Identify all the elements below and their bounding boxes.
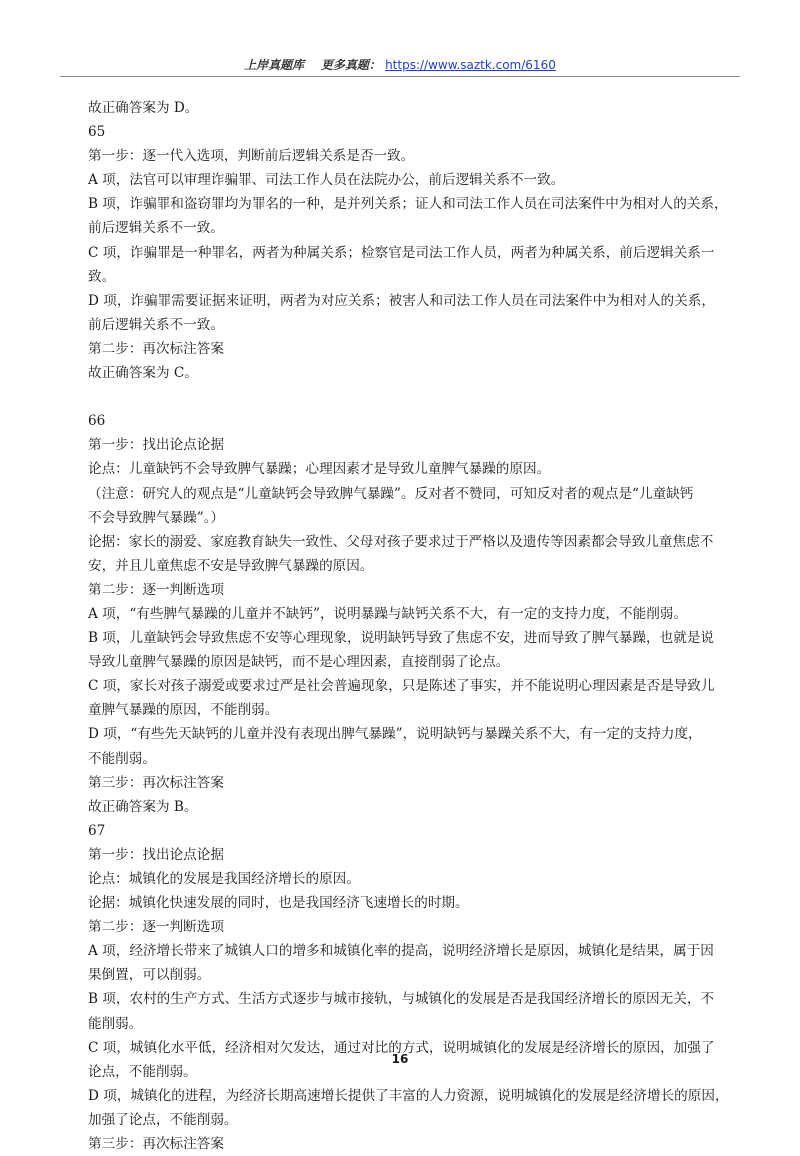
text-line: 第三步：再次标注答案 (88, 774, 224, 791)
text-line: （注意：研究人的观点是“儿童缺钙会导致脾气暴躁”。反对者不赞同，可知反对者的观点是“儿童缺钙 (88, 485, 694, 502)
text-line: 故正确答案为 D。 (88, 100, 199, 116)
text-line: 第二步：再次标注答案 (88, 340, 224, 357)
text-line: 不能削弱。 (88, 750, 156, 767)
text-line: 第一步：逐一代入选项，判断前后逻辑关系是否一致。 (88, 148, 415, 165)
header-brand: 上岸真题库 (244, 58, 305, 72)
page-header (60, 56, 740, 78)
text-line: C 项，诈骗罪是一种罪名，两者为种属关系；检察官是司法工作人员，两者为种属关系，前后逻辑关系一 (88, 244, 715, 261)
text-line: 论据：家长的溺爱、家庭教育缺失一致性、父母对孩子要求过于严格以及遗传等因素都会导致儿童焦虑不 (88, 533, 714, 550)
document-body (88, 96, 742, 1156)
text-line: A 项，“有些脾气暴躁的儿童并不缺钙”，说明暴躁与缺钙关系不大，有一定的支持力度，不能削弱。 (88, 605, 687, 622)
text-line: 前后逻辑关系不一致。 (88, 220, 224, 237)
text-line: 童脾气暴躁的原因，不能削弱。 (88, 702, 279, 719)
text-line: 故正确答案为 C。 (88, 365, 198, 382)
text-line: D 项，诈骗罪需要证据来证明，两者为对应关系；被害人和司法工作人员在司法案件中为相对人的关系， (88, 292, 715, 309)
text-line: 第三步：再次标注答案 (88, 1136, 224, 1153)
text-line: 论据：城镇化快速发展的同时，也是我国经济飞速增长的时期。 (88, 895, 469, 912)
text-line: A 项，法官可以审理诈骗罪、司法工作人员在法院办公，前后逻辑关系不一致。 (88, 172, 565, 189)
text-line: 第二步：逐一判断选项 (88, 581, 224, 598)
text-line: 安，并且儿童焦虑不安是导致脾气暴躁的原因。 (88, 557, 374, 574)
text-line: D 项，“有些先天缺钙的儿童并没有表现出脾气暴躁”，说明缺钙与暴躁关系不大，有一定的支持力度， (88, 726, 702, 743)
text-line: 果倒置，可以削弱。 (88, 967, 211, 984)
text-line: 论点：城镇化的发展是我国经济增长的原因。 (88, 871, 360, 887)
text-line: B 项，儿童缺钙会导致焦虑不安等心理现象，说明缺钙导致了焦虑不安，进而导致了脾气暴躁，也就是说 (88, 630, 715, 647)
text-line: 能削弱。 (88, 1015, 143, 1032)
header-link[interactable]: https://www.saztk.com/6160 (385, 58, 556, 72)
text-line: C 项，家长对孩子溺爱或要求过严是社会普遍现象，只是陈述了事实，并不能说明心理因素是否是导致儿 (88, 678, 715, 695)
text-line: 故正确答案为 B。 (88, 798, 198, 815)
text-line: 66 (88, 413, 106, 430)
text-line: 论点：儿童缺钙不会导致脾气暴躁；心理因素才是导致儿童脾气暴躁的原因。 (88, 461, 551, 478)
page-number: 16 (391, 1052, 409, 1066)
text-line: C 项，城镇化水平低，经济相对欠发达，通过对比的方式，说明城镇化的发展是经济增长的原因，加强了 (88, 1039, 715, 1056)
header-divider (60, 76, 740, 77)
text-line: 论点，不能削弱。 (88, 1063, 197, 1080)
text-line: 65 (88, 124, 106, 141)
header-label: 更多真题： (320, 58, 381, 72)
text-line: A 项，经济增长带来了城镇人口的增多和城镇化率的提高，说明经济增长是原因，城镇化是结果，属于因 (88, 943, 714, 960)
text-line: 第一步：找出论点论据 (88, 437, 224, 454)
text-line: D 项，城镇化的进程，为经济长期高速增长提供了丰富的人力资源，说明城镇化的发展是经济增长的原因， (88, 1087, 729, 1104)
text-line: 第二步：逐一判断选项 (88, 919, 224, 936)
text-line: 导致儿童脾气暴躁的原因是缺钙，而不是心理因素，直接削弱了论点。 (88, 654, 510, 671)
text-line: 致。 (88, 268, 116, 285)
text-line: 前后逻辑关系不一致。 (88, 316, 224, 333)
text-line: B 项，农村的生产方式、生活方式逐步与城市接轨，与城镇化的发展是否是我国经济增长的原因无关，不 (88, 991, 715, 1008)
text-line: 不会导致脾气暴躁”。） (88, 509, 225, 526)
blank-line (88, 385, 742, 409)
text-line: 加强了论点，不能削弱。 (88, 1111, 238, 1128)
text-line: B 项，诈骗罪和盗窃罪均为罪名的一种，是并列关系；证人和司法工作人员在司法案件中为相对人的关系， (88, 196, 728, 213)
text-line: 第一步：找出论点论据 (88, 846, 224, 863)
text-line: 67 (88, 822, 106, 839)
